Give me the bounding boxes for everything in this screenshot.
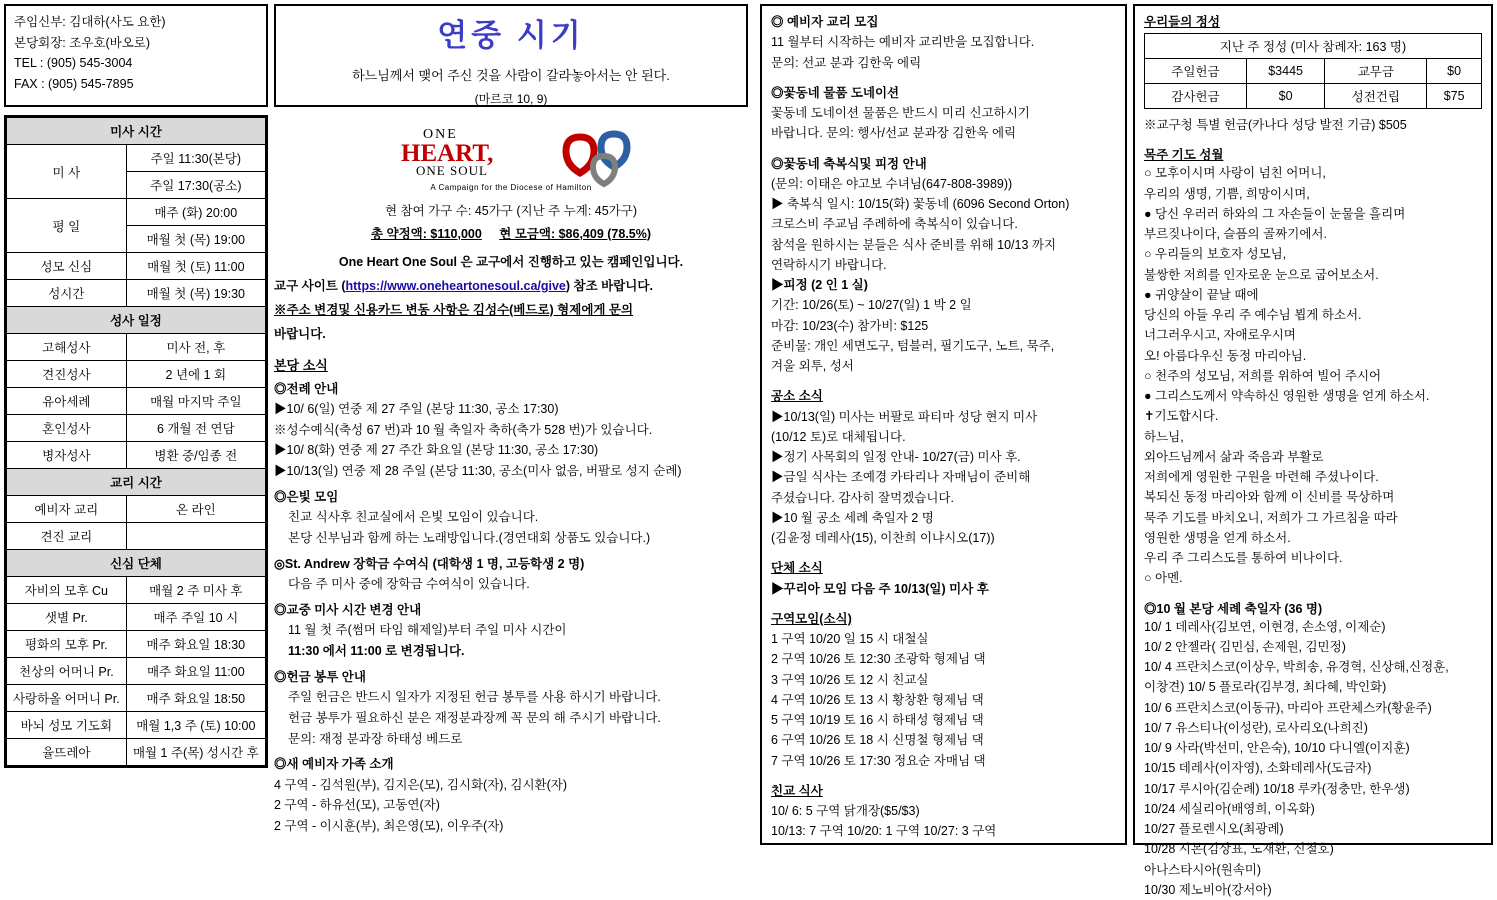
schedule-tables bbox=[4, 115, 268, 768]
title-subtitle: 하느님께서 맺어 주신 것을 사람이 갈라놓아서는 안 된다. bbox=[276, 65, 746, 84]
one-heart-one-soul-logo-icon bbox=[361, 121, 661, 187]
row-label: 평 일 bbox=[7, 199, 127, 253]
row-value: 6 개월 전 연담 bbox=[126, 415, 265, 442]
block-line: 5 구역 10/19 토 16 시 하태성 형제님 댁 bbox=[771, 710, 1116, 730]
row-label: 성시간 bbox=[7, 280, 127, 307]
row-value: 매주 (화) 20:00 bbox=[126, 199, 265, 226]
news-line: 다음 주 미사 중에 장학금 수여식이 있습니다. bbox=[274, 574, 748, 595]
block-line: 4 구역 10/26 토 13 시 황창환 형제님 댁 bbox=[771, 690, 1116, 710]
baptism-line: 아나스타시아(원속미) bbox=[1144, 860, 1482, 880]
offering-subheader: 지난 주 정성 (미사 참례자: 163 명) bbox=[1145, 34, 1482, 59]
offering-value: $3445 bbox=[1246, 59, 1325, 84]
offering-prayer-box bbox=[1133, 4, 1493, 845]
announcement-block bbox=[771, 558, 1116, 599]
title-reference: (마르코 10, 9) bbox=[276, 90, 746, 107]
right-column bbox=[760, 4, 1493, 845]
prayer-header: 목주 기도 성월 bbox=[1144, 145, 1482, 163]
news-line: 헌금 봉투가 필요하신 분은 재정분과장께 꼭 문의 해 주시기 바랍니다. bbox=[274, 708, 748, 729]
svg-text:ONE SOUL: ONE SOUL bbox=[416, 163, 488, 178]
offering-label: 감사헌금 bbox=[1145, 84, 1247, 109]
diocese-site-post: ) 참조 바랍니다. bbox=[566, 279, 653, 293]
row-value: 미사 전, 후 bbox=[126, 334, 265, 361]
sacrament-header: 성사 일정 bbox=[7, 307, 266, 334]
prayer-line: 불쌍한 저희를 인자로운 눈으로 굽어보소서. bbox=[1144, 265, 1482, 285]
news-item bbox=[274, 487, 748, 549]
block-line: 마감: 10/23(수) 참가비: $125 bbox=[771, 316, 1116, 336]
prayer-line: 오! 아름다우신 동정 마리아님. bbox=[1144, 346, 1482, 366]
row-value: 온 라인 bbox=[126, 496, 265, 523]
block-line: 문의: 선교 분과 김한욱 에릭 bbox=[771, 53, 1116, 73]
block-line: ▶ 축복식 일시: 10/15(화) 꽃동네 (6096 Second Orton) bbox=[771, 194, 1116, 214]
news-line: 친교 식사후 친교실에서 은빛 모임이 있습니다. bbox=[274, 507, 748, 528]
mass-header: 미사 시간 bbox=[7, 118, 266, 145]
baptism-line: 10/27 플로렌시오(최광례) bbox=[1144, 819, 1482, 839]
prayer-line: ○ 아멘. bbox=[1144, 568, 1482, 588]
announcement-block bbox=[771, 609, 1116, 771]
prayer-line: 영원한 생명을 얻게 하소서. bbox=[1144, 528, 1482, 548]
participation-line: 현 참여 가구 수: 45가구 (지난 주 누계: 45가구) bbox=[274, 200, 748, 223]
baptism-line: 10/ 1 데레사(김보연, 이현경, 손소영, 이제순) bbox=[1144, 617, 1482, 637]
news-item bbox=[274, 754, 748, 837]
left-column bbox=[4, 4, 752, 845]
block-line: 11 월부터 시작하는 예비자 교리반을 모집합니다. bbox=[771, 32, 1116, 52]
row-value: 매월 마지막 주일 bbox=[126, 388, 265, 415]
campaign-amounts bbox=[274, 223, 748, 246]
contact-line: 본당회장: 조우호(바오로) bbox=[14, 33, 258, 54]
news-line: ▶10/13(일) 연중 제 28 주일 (본당 11:30, 공소(미사 없음, 버팔로 성지 순례) bbox=[274, 461, 748, 482]
news-item-title: ◎은빛 모임 bbox=[274, 487, 748, 508]
row-label: 자비의 모후 Cu bbox=[7, 577, 127, 604]
row-label: 혼인성사 bbox=[7, 415, 127, 442]
block-line: 연락하시기 바랍니다. bbox=[771, 255, 1116, 275]
row-value: 주일 11:30(본당) bbox=[126, 145, 265, 172]
page-title: 연중 시기 bbox=[276, 10, 746, 55]
announcement-block bbox=[771, 386, 1116, 548]
baptism-line: 10/28 시몬(김상표, 도재환, 신철호) bbox=[1144, 839, 1482, 859]
row-label: 평화의 모후 Pr. bbox=[7, 631, 127, 658]
baptism-line: 10/ 9 사라(박선미, 안은숙), 10/10 다니엘(이지훈) bbox=[1144, 738, 1482, 758]
announcement-block bbox=[771, 154, 1116, 377]
block-line: 꽃동네 도네이션 물품은 반드시 미리 신고하시기 bbox=[771, 103, 1116, 123]
row-label: 견진 교리 bbox=[7, 523, 127, 550]
baptism-header: ◎10 월 본당 세례 축일자 (36 명) bbox=[1144, 599, 1482, 617]
campaign-desc3: ※주소 변경및 신용카드 변동 사항은 김성수(베드로) 형제에게 문의 bbox=[274, 300, 748, 322]
prayer-line: 부르짖나이다, 슬픔의 골짜기에서. bbox=[1144, 224, 1482, 244]
block-title: 공소 소식 bbox=[771, 386, 1116, 406]
pledged-amount: 총 약정액: $110,000 bbox=[371, 227, 482, 241]
block-line: (10/12 토)로 대체됩니다. bbox=[771, 427, 1116, 447]
campaign-logo bbox=[274, 115, 748, 192]
block-line: 1 구역 10/20 일 15 시 대철실 bbox=[771, 629, 1116, 649]
block-line: ▶10/13(일) 미사는 버팔로 파티마 성당 현지 미사 bbox=[771, 407, 1116, 427]
baptism-line: 이창견) 10/ 5 플로라(김부경, 최다혜, 박인화) bbox=[1144, 677, 1482, 697]
catechism-header: 교리 시간 bbox=[7, 469, 266, 496]
news-line: 11:30 에서 11:00 로 변경됩니다. bbox=[274, 641, 748, 662]
title-box bbox=[274, 4, 748, 107]
news-item-title: ◎교중 미사 시간 변경 안내 bbox=[274, 600, 748, 621]
prayer-line: 하느님, bbox=[1144, 427, 1482, 447]
offering-value: $0 bbox=[1246, 84, 1325, 109]
row-value: 매주 주일 10 시 bbox=[126, 604, 265, 631]
prayer-line: ● 귀양살이 끝날 때에 bbox=[1144, 285, 1482, 305]
prayer-body bbox=[1144, 163, 1482, 588]
offering-label: 주일헌금 bbox=[1145, 59, 1247, 84]
row-value: 병환 중/임종 전 bbox=[126, 442, 265, 469]
block-line: 7 구역 10/26 토 17:30 정요순 자매님 댁 bbox=[771, 751, 1116, 771]
row-label: 유아세례 bbox=[7, 388, 127, 415]
prayer-line: ✝기도합시다. bbox=[1144, 406, 1482, 426]
announcement-block bbox=[771, 83, 1116, 144]
diocese-site-link[interactable]: https://www.oneheartonesoul.ca/give bbox=[345, 279, 565, 293]
block-line: ▶10 월 공소 세례 축일자 2 명 bbox=[771, 508, 1116, 528]
news-line: 주일 헌금은 반드시 일자가 지정된 헌금 봉투를 사용 하시기 바랍니다. bbox=[274, 687, 748, 708]
news-item-title: ◎St. Andrew 장학금 수여식 (대학생 1 명, 고등학생 2 명) bbox=[274, 554, 748, 575]
offering-note: ※교구청 특별 헌금(카나다 성당 발전 기금) $505 bbox=[1144, 115, 1482, 135]
row-value: 매월 첫 (토) 11:00 bbox=[126, 253, 265, 280]
svg-text:HEART,: HEART, bbox=[401, 140, 493, 167]
prayer-line: 저희에게 영원한 구원을 마련해 주셨나이다. bbox=[1144, 467, 1482, 487]
prayer-line: 외아드님께서 삶과 죽음과 부활로 bbox=[1144, 447, 1482, 467]
block-line: 6 구역 10/26 토 18 시 신명철 형제님 댁 bbox=[771, 730, 1116, 750]
news-item bbox=[274, 379, 748, 482]
news-line: 4 구역 - 김석원(부), 김지은(모), 김시화(자), 김시환(자) bbox=[274, 775, 748, 796]
row-label: 성모 신심 bbox=[7, 253, 127, 280]
row-label: 견진성사 bbox=[7, 361, 127, 388]
row-label: 예비자 교리 bbox=[7, 496, 127, 523]
row-label: 천상의 어머니 Pr. bbox=[7, 658, 127, 685]
block-title: ◎ 예비자 교리 모집 bbox=[771, 12, 1116, 32]
block-line: 주셨습니다. 감사히 잘먹겠습니다. bbox=[771, 488, 1116, 508]
row-value: 매주 화요일 18:30 bbox=[126, 631, 265, 658]
block-line: 3 구역 10/26 토 12 시 친교실 bbox=[771, 670, 1116, 690]
block-line: (김윤정 데레사(15), 이찬희 이냐시오(17)) bbox=[771, 528, 1116, 548]
row-label: 미 사 bbox=[7, 145, 127, 199]
row-value: 2 년에 1 회 bbox=[126, 361, 265, 388]
groups-header: 신심 단체 bbox=[7, 550, 266, 577]
news-item bbox=[274, 667, 748, 750]
offering-header: 우리들의 정성 bbox=[1144, 12, 1482, 30]
row-value: 매월 첫 (목) 19:30 bbox=[126, 280, 265, 307]
prayer-line: 우리 주 그리스도를 통하여 비나이다. bbox=[1144, 548, 1482, 568]
logo-subtitle: A Campaign for the Diocese of Hamilton bbox=[274, 183, 748, 192]
row-value: 매주 화요일 11:00 bbox=[126, 658, 265, 685]
svg-text:ONE: ONE bbox=[423, 127, 458, 142]
prayer-line: 우리의 생명, 기쁨, 희망이시며, bbox=[1144, 184, 1482, 204]
row-label: 사랑하올 어머니 Pr. bbox=[7, 685, 127, 712]
announcement-block bbox=[771, 12, 1116, 73]
mass-schedule-table bbox=[6, 117, 266, 766]
news-item-title: ◎새 예비자 가족 소개 bbox=[274, 754, 748, 775]
block-line: 겨울 외투, 성서 bbox=[771, 356, 1116, 376]
block-line: 기간: 10/26(토) ~ 10/27(일) 1 박 2 일 bbox=[771, 295, 1116, 315]
block-line: 참석을 원하시는 분들은 식사 준비를 위해 10/13 까지 bbox=[771, 235, 1116, 255]
campaign-desc2 bbox=[274, 276, 748, 298]
baptism-line: 10/24 세실리아(배영희, 이옥화) bbox=[1144, 799, 1482, 819]
header-row bbox=[4, 4, 752, 109]
row-label: 병자성사 bbox=[7, 442, 127, 469]
block-line: ▶피정 (2 인 1 실) bbox=[771, 275, 1116, 295]
contact-box bbox=[4, 4, 268, 107]
campaign-stats bbox=[274, 200, 748, 245]
offering-label: 성전건립 bbox=[1325, 84, 1427, 109]
news-line: 2 구역 - 이시훈(부), 최은영(모), 이우주(자) bbox=[274, 816, 748, 837]
baptism-line: 10/ 4 프란치스코(이상우, 박희송, 유경혁, 신상해,신정훈, bbox=[1144, 657, 1482, 677]
prayer-line: ● 당신 우러러 하와의 그 자손들이 눈물을 흘리며 bbox=[1144, 204, 1482, 224]
block-line: 크로스비 주교님 주례하에 축복식이 있습니다. bbox=[771, 214, 1116, 234]
row-label: 율뜨레아 bbox=[7, 739, 127, 766]
prayer-line: 묵주 기도를 바치오니, 저희가 그 가르침을 따라 bbox=[1144, 508, 1482, 528]
baptism-list bbox=[1144, 617, 1482, 900]
news-line: ▶10/ 6(일) 연중 제 27 주일 (본당 11:30, 공소 17:30) bbox=[274, 399, 748, 420]
row-value: 매주 화요일 18:50 bbox=[126, 685, 265, 712]
offering-label: 교무금 bbox=[1325, 59, 1427, 84]
block-line: 바랍니다. 문의: 행사/선교 분과장 김한욱 에릭 bbox=[771, 123, 1116, 143]
offering-value: $75 bbox=[1427, 84, 1482, 109]
baptism-line: 10/15 데레사(이자영), 소화데레사(도금자) bbox=[1144, 758, 1482, 778]
news-line: 본당 신부님과 함께 하는 노래방입니다.(경연대회 상품도 있습니다.) bbox=[274, 528, 748, 549]
news-item-title: ◎헌금 봉투 안내 bbox=[274, 667, 748, 688]
news-item bbox=[274, 600, 748, 662]
row-label: 바뇌 성모 기도회 bbox=[7, 712, 127, 739]
prayer-line: ○ 천주의 성모님, 저희를 위하여 빌어 주시어 bbox=[1144, 366, 1482, 386]
diocese-site-pre: 교구 사이트 ( bbox=[274, 279, 345, 293]
row-label: 샛별 Pr. bbox=[7, 604, 127, 631]
block-line: 10/13: 7 구역 10/20: 1 구역 10/27: 3 구역 bbox=[771, 821, 1116, 841]
news-line: 2 구역 - 하유선(모), 고동연(자) bbox=[274, 795, 748, 816]
row-label: 고해성사 bbox=[7, 334, 127, 361]
row-value: 매월 1 주(목) 성시간 후 bbox=[126, 739, 265, 766]
campaign-desc3b: 바랍니다. bbox=[274, 324, 748, 346]
collected-amount: 현 모금액: $86,409 (78.5%) bbox=[499, 227, 651, 241]
block-line: 2 구역 10/26 토 12:30 조광학 형제님 댁 bbox=[771, 649, 1116, 669]
block-title: 단체 소식 bbox=[771, 558, 1116, 578]
row-value: 매월 2 주 미사 후 bbox=[126, 577, 265, 604]
contact-line: 주임신부: 김대하(사도 요한) bbox=[14, 12, 258, 33]
block-line: 10/ 6: 5 구역 닭개장($5/$3) bbox=[771, 801, 1116, 821]
block-line: (문의: 이태은 야고보 수녀님(647-808-3989)) bbox=[771, 174, 1116, 194]
prayer-line: 너그러우시고, 자애로우시며 bbox=[1144, 325, 1482, 345]
left-main bbox=[4, 115, 752, 841]
baptism-line: 10/30 제노비아(강서아) bbox=[1144, 880, 1482, 900]
prayer-line: 당신의 아들 우리 주 예수님 뵙게 하소서. bbox=[1144, 305, 1482, 325]
block-line: ▶금일 식사는 조예경 카타리나 자매님이 준비해 bbox=[771, 467, 1116, 487]
prayer-line: ○ 우리들의 보호자 성모님, bbox=[1144, 244, 1482, 264]
news-line: ▶10/ 8(화) 연중 제 27 주간 화요일 (본당 11:30, 공소 17:30) bbox=[274, 440, 748, 461]
news-line: 11 월 첫 주(썸머 타임 해제일)부터 주일 미사 시간이 bbox=[274, 620, 748, 641]
block-title: 구역모임(소식) bbox=[771, 609, 1116, 629]
parish-news-header: 본당 소식 bbox=[274, 355, 748, 374]
baptism-line: 10/ 2 안젤라( 김민심, 손제원, 김민정) bbox=[1144, 637, 1482, 657]
row-value: 주일 17:30(공소) bbox=[126, 172, 265, 199]
prayer-line: ● 그리스도께서 약속하신 영원한 생명을 얻게 하소서. bbox=[1144, 386, 1482, 406]
baptism-line: 10/ 7 유스티나(이성란), 로사리오(나희진) bbox=[1144, 718, 1482, 738]
block-title: ◎꽃동네 축복식및 피정 안내 bbox=[771, 154, 1116, 174]
baptism-line: 10/17 루시아(김순례) 10/18 루카(정충만, 한우생) bbox=[1144, 779, 1482, 799]
prayer-line: 복되신 동정 마리아와 함께 이 신비를 묵상하며 bbox=[1144, 487, 1482, 507]
announcements-box bbox=[760, 4, 1127, 845]
contact-line: FAX : (905) 545-7895 bbox=[14, 74, 258, 95]
offering-table bbox=[1144, 33, 1482, 109]
block-title: ◎꽃동네 물품 도네이션 bbox=[771, 83, 1116, 103]
offering-value: $0 bbox=[1427, 59, 1482, 84]
row-value: 매월 첫 (목) 19:00 bbox=[126, 226, 265, 253]
block-line: 준비물: 개인 세면도구, 텀블러, 필기도구, 노트, 묵주, bbox=[771, 336, 1116, 356]
contact-line: TEL : (905) 545-3004 bbox=[14, 53, 258, 74]
block-line: ▶정기 사목회의 일정 안내- 10/27(금) 미사 후. bbox=[771, 447, 1116, 467]
news-item-title: ◎전례 안내 bbox=[274, 379, 748, 400]
left-body bbox=[274, 115, 748, 837]
news-line: ※성수예식(축성 67 번)과 10 월 축일자 축하(축가 528 번)가 있습니다. bbox=[274, 420, 748, 441]
announcement-block bbox=[771, 781, 1116, 842]
row-value bbox=[126, 523, 265, 550]
campaign-desc1: One Heart One Soul 은 교구에서 진행하고 있는 캠페인입니다. bbox=[274, 252, 748, 274]
row-value: 매월 1,3 주 (토) 10:00 bbox=[126, 712, 265, 739]
prayer-line: ○ 모후이시며 사랑이 넘친 어머니, bbox=[1144, 163, 1482, 183]
news-item bbox=[274, 554, 748, 595]
news-line: 문의: 재정 분과장 하태성 베드로 bbox=[274, 729, 748, 750]
baptism-line: 10/ 6 프란치스코(이동규), 마리아 프란체스카(황윤주) bbox=[1144, 698, 1482, 718]
block-title: 친교 식사 bbox=[771, 781, 1116, 801]
block-line: ▶꾸리아 모임 다음 주 10/13(일) 미사 후 bbox=[771, 579, 1116, 599]
